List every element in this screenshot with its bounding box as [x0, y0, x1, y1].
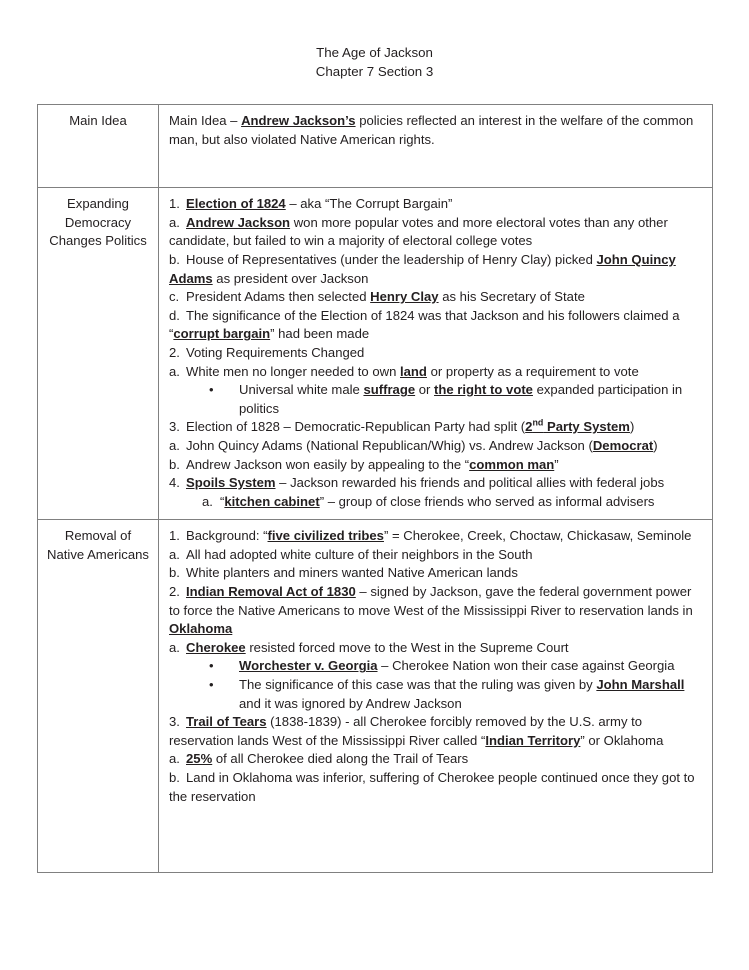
list-marker: a. — [169, 639, 180, 655]
key-term: five civilized tribes — [267, 528, 384, 544]
cell-filler — [169, 149, 704, 179]
note-item: b. White planters and miners wanted Native American lands — [169, 564, 704, 583]
key-term: Democrat — [592, 437, 654, 453]
note-item: 2. Voting Requirements Changed — [169, 344, 704, 363]
key-term: Cherokee — [186, 639, 246, 655]
list-marker: 2. — [169, 584, 180, 600]
key-term: land — [400, 363, 427, 379]
page-subtitle: Chapter 7 Section 3 — [315, 64, 434, 79]
key-term: common man — [469, 456, 555, 472]
row-label-text: Main Idea — [69, 113, 127, 128]
key-term: kitchen cabinet — [224, 493, 320, 509]
note-item: b. House of Representatives (under the leadership of Henry Clay) picked John Quincy Adams as president over Jackson — [169, 251, 676, 286]
table-row — [38, 105, 713, 188]
list-marker: 3. — [169, 714, 180, 730]
row-label-text: Native Americans — [47, 546, 149, 562]
row-body-cell — [159, 105, 713, 188]
note-item: c. President Adams then selected Henry Clay as his Secretary of State — [169, 288, 704, 307]
list-marker: 4. — [169, 475, 180, 491]
note-item: 2. Indian Removal Act of 1830 – signed by Jackson, gave the federal government power to force the Native Americans to move West of the Mississippi River to reservation lands in Oklahoma — [169, 584, 693, 637]
key-term: Spoils System — [186, 475, 276, 491]
row-label-cell — [38, 188, 159, 520]
note-item: 3. Trail of Tears (1838-1839) - all Cherokee forcibly removed by the U.S. army to reservation lands West of the Mississippi River called “Indian Territory” or Oklahoma — [169, 714, 664, 748]
list-marker: 1. — [169, 528, 180, 544]
note-bullet: • Universal white male suffrage or the right to vote expanded participation in politics — [169, 381, 704, 418]
note-item: a. All had adopted white culture of their neighbors in the South — [169, 546, 704, 565]
note-item: a. 25% of all Cherokee died along the Trail of Tears — [169, 750, 704, 769]
key-term: 2nd Party System — [525, 417, 630, 435]
list-marker: a. — [202, 493, 213, 509]
list-marker: d. — [169, 307, 180, 323]
list-marker: a. — [169, 363, 180, 379]
note-bullet: • The significance of this case was that the ruling was given by John Marshall and it was ignored by Andrew Jackson — [169, 676, 704, 713]
list-marker: 1. — [169, 196, 180, 212]
table-row — [38, 188, 713, 520]
list-marker: 3. — [169, 419, 180, 435]
note-item: d. The significance of the Election of 1824 was that Jackson and his followers claimed a “corrupt bargain” had been made — [169, 307, 680, 342]
note-bullet: • Worchester v. Georgia – Cherokee Nation won their case against Georgia — [169, 657, 704, 676]
note-line: Main Idea – Andrew Jackson’s policies reflected an interest in the welfare of the common man, but also violated Native American rights. — [169, 113, 694, 147]
list-marker: b. — [169, 251, 180, 267]
row-label-text: Expanding — [67, 196, 129, 212]
list-marker: a. — [169, 437, 180, 453]
key-term: corrupt bargain — [173, 326, 271, 342]
key-term: John Marshall — [596, 677, 685, 693]
document-heading — [0, 0, 749, 81]
row-body-cell — [159, 188, 713, 520]
notes-table — [37, 104, 713, 873]
key-term: Election of 1824 — [186, 196, 286, 212]
key-term: Indian Territory — [485, 732, 581, 748]
key-term: the right to vote — [434, 382, 533, 398]
key-term: John Quincy Adams — [169, 251, 676, 286]
key-term: Indian Removal Act of 1830 — [186, 584, 356, 600]
note-item: 3. Election of 1828 – Democratic-Republican Party had split (2nd Party System) — [169, 418, 704, 437]
list-marker: a. — [169, 214, 180, 230]
table-row — [38, 520, 713, 873]
row-label-text: Democracy — [64, 214, 132, 230]
list-marker: c. — [169, 289, 180, 305]
row-label-cell — [38, 520, 159, 873]
list-marker: 2. — [169, 344, 180, 360]
key-term: Trail of Tears — [186, 714, 267, 730]
note-subitem: a. “kitchen cabinet” – group of close friends who served as informal advisers — [169, 493, 704, 512]
ordinal-suffix: nd — [532, 417, 544, 428]
note-item: b. Land in Oklahoma was inferior, suffering of Cherokee people continued once they got to the reservation — [169, 770, 695, 804]
note-item: a. Andrew Jackson won more popular votes and more electoral votes than any other candidate, but failed to win a majority of electoral college votes — [169, 214, 668, 249]
row-label-text: Changes Politics — [49, 233, 147, 249]
cell-filler — [169, 806, 704, 864]
note-item: 4. Spoils System – Jackson rewarded his friends and political allies with federal jobs — [169, 474, 704, 493]
list-marker: a. — [169, 751, 180, 767]
key-term: Henry Clay — [370, 289, 439, 305]
row-body-cell — [159, 520, 713, 873]
list-marker: b. — [169, 565, 180, 581]
key-term: Andrew Jackson — [186, 214, 291, 230]
note-item: b. Andrew Jackson won easily by appealing to the “common man” — [169, 456, 704, 475]
key-term: Oklahoma — [169, 621, 233, 637]
note-item: 1. Background: “five civilized tribes” = Cherokee, Creek, Choctaw, Chickasaw, Seminole — [169, 527, 704, 546]
note-item: a. Cherokee resisted forced move to the West in the Supreme Court — [169, 639, 704, 658]
note-item: a. John Quincy Adams (National Republican/Whig) vs. Andrew Jackson (Democrat) — [169, 437, 704, 456]
row-label-cell — [38, 105, 159, 188]
key-term: 25% — [186, 751, 213, 767]
list-marker: b. — [169, 770, 180, 785]
key-term: suffrage — [363, 382, 416, 398]
list-marker: b. — [169, 456, 180, 472]
note-item: 1. Election of 1824 – aka “The Corrupt Bargain” — [169, 195, 704, 214]
key-term: Worchester v. Georgia — [239, 658, 378, 674]
note-item: a. White men no longer needed to own land or property as a requirement to vote — [169, 363, 704, 382]
row-label-text: Removal of — [64, 528, 132, 544]
list-marker: a. — [169, 546, 180, 562]
key-term: Andrew Jackson’s — [241, 113, 356, 128]
page-title: The Age of Jackson — [316, 45, 433, 60]
